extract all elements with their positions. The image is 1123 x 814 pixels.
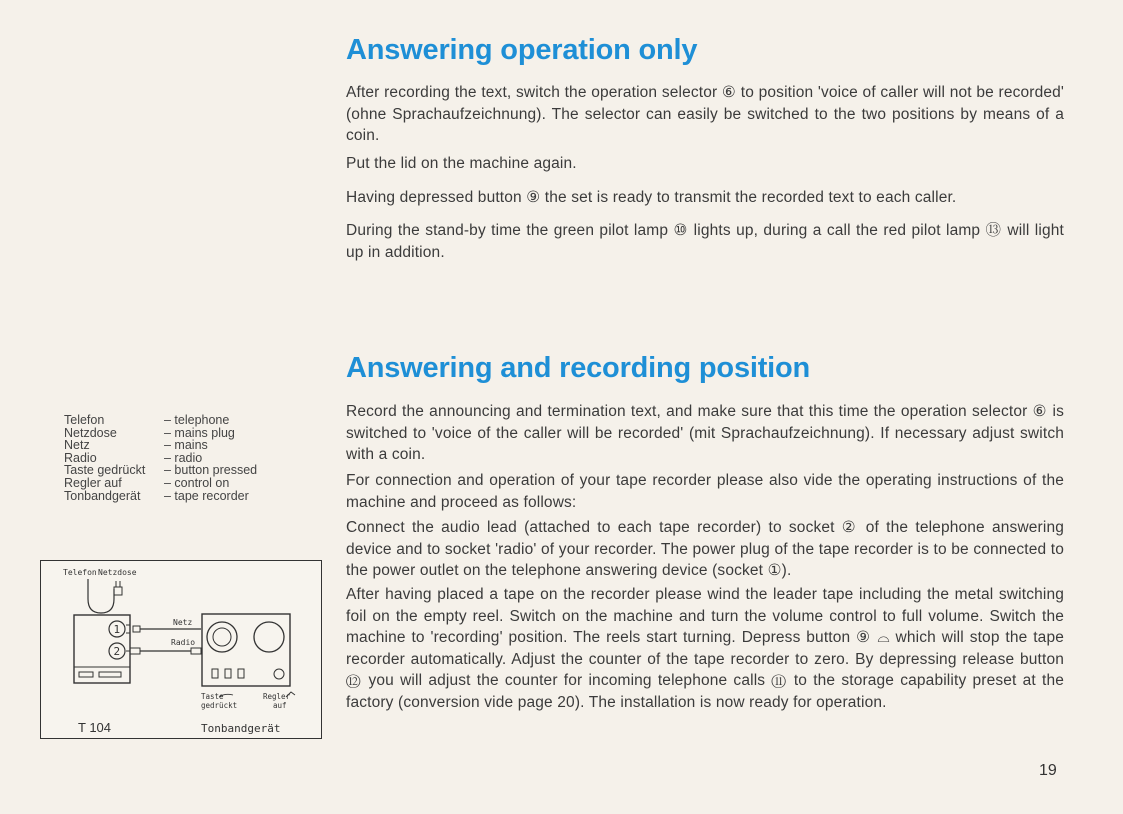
glossary-legend [64, 414, 257, 502]
legend-term: Taste gedrückt [64, 463, 146, 478]
paragraph: Record the announcing and termination text, and make sure that this time the operation selector ⑥ is switched to 'voice of the caller will be recorded' (mit Sprachaufzeichnung). If necessary adjust switch with a coin. [346, 403, 1064, 463]
answering-device [74, 615, 130, 683]
device-keypad [99, 672, 121, 677]
legend-term: Telefon [64, 413, 105, 427]
radio-connector [130, 648, 140, 654]
volume-knob [274, 669, 284, 679]
paragraph: Connect the audio lead (attached to each tape recorder) to socket ② of the telephone answering device and to socket 'radio' of your recorder. The power plug of the tape recorder is to be connected to the power outlet on the telephone answering device (socket ①). [346, 519, 1064, 579]
legend-row [64, 477, 257, 490]
socket-2-label: 2 [113, 645, 121, 658]
legend-row [64, 439, 257, 452]
label-netzdose: Netzdose [98, 568, 137, 577]
label-taste: Taste [201, 692, 224, 701]
legend-term: Netz [64, 438, 90, 453]
connection-diagram [40, 560, 322, 739]
label-model: T 104 [78, 720, 112, 735]
connection-diagram-svg [41, 561, 323, 740]
label-gedrueckt: gedrückt [201, 701, 238, 710]
label-radio: Radio [171, 638, 196, 647]
socket-1-label: 1 [113, 623, 121, 636]
legend-term: Regler auf [64, 475, 122, 490]
legend-translation: – control on [164, 475, 230, 490]
recorder-key [238, 669, 244, 678]
paragraph: After recording the text, switch the operation selector ⑥ to position 'voice of caller will not be recorded' (ohne Sprachaufzeichnung). The selector can easily be switched to the two positions by means of a coin. [346, 84, 1064, 144]
paragraph: For connection and operation of your tape recorder please also vide the operating instructions of the machine and proceed as follows: [346, 472, 1064, 511]
legend-translation: – button pressed [164, 463, 258, 478]
label-regler: Regler [263, 692, 291, 701]
legend-translation: – tape recorder [164, 488, 249, 503]
paragraph: During the stand-by time the green pilot lamp ⑩ lights up, during a call the red pilot lamp ⑬ will light up in addition. [346, 222, 1064, 261]
legend-translation: – mains [164, 438, 208, 453]
legend-translation: – radio [164, 450, 203, 465]
heading-answering-only: Answering operation only [346, 34, 698, 66]
page-number: 19 [1039, 762, 1057, 779]
legend-term: Radio [64, 450, 97, 465]
legend-term: Netzdose [64, 425, 117, 440]
label-recorder: Tonbandgerät [201, 722, 281, 735]
reel-left [207, 622, 237, 652]
recorder-key [212, 669, 218, 678]
legend-row [64, 414, 257, 427]
phone-cord [88, 579, 114, 613]
label-telefon: Telefon [63, 568, 97, 577]
label-auf: auf [273, 701, 287, 710]
label-netz: Netz [173, 618, 193, 627]
paragraph: After having placed a tape on the recorder please wind the leader tape including the metal switching foil on the empty reel. Switch on the machine and turn the volume control to full volume. Switch the machine to 'recording' position. The reels start turning. Depress button ⑨ ⌓ which will stop the tape recorder automatically. Adjust the counter of the tape recorder to zero. By depressing release button ⑫ you will adjust the counter for incoming telephone calls ⑪ to the storage capability preset at the factory (conversion vide page 20). The installation is now ready for operation. [346, 586, 1064, 711]
paragraph: Having depressed button ⑨ the set is ready to transmit the recorded text to each caller. [346, 189, 957, 206]
legend-translation: – telephone [164, 413, 230, 427]
paragraph: Put the lid on the machine again. [346, 155, 577, 172]
legend-row [64, 427, 257, 440]
reel-right [254, 622, 284, 652]
netz-connector [133, 626, 140, 632]
legend-row [64, 490, 257, 503]
heading-answering-recording: Answering and recording position [346, 352, 811, 384]
legend-term: Tonbandgerät [64, 488, 141, 503]
plug-icon [114, 581, 122, 595]
reel-left-hub [213, 628, 231, 646]
legend-translation: – mains plug [164, 425, 235, 440]
radio-connector-end [191, 648, 201, 654]
device-button [79, 672, 93, 677]
recorder-key [225, 669, 231, 678]
